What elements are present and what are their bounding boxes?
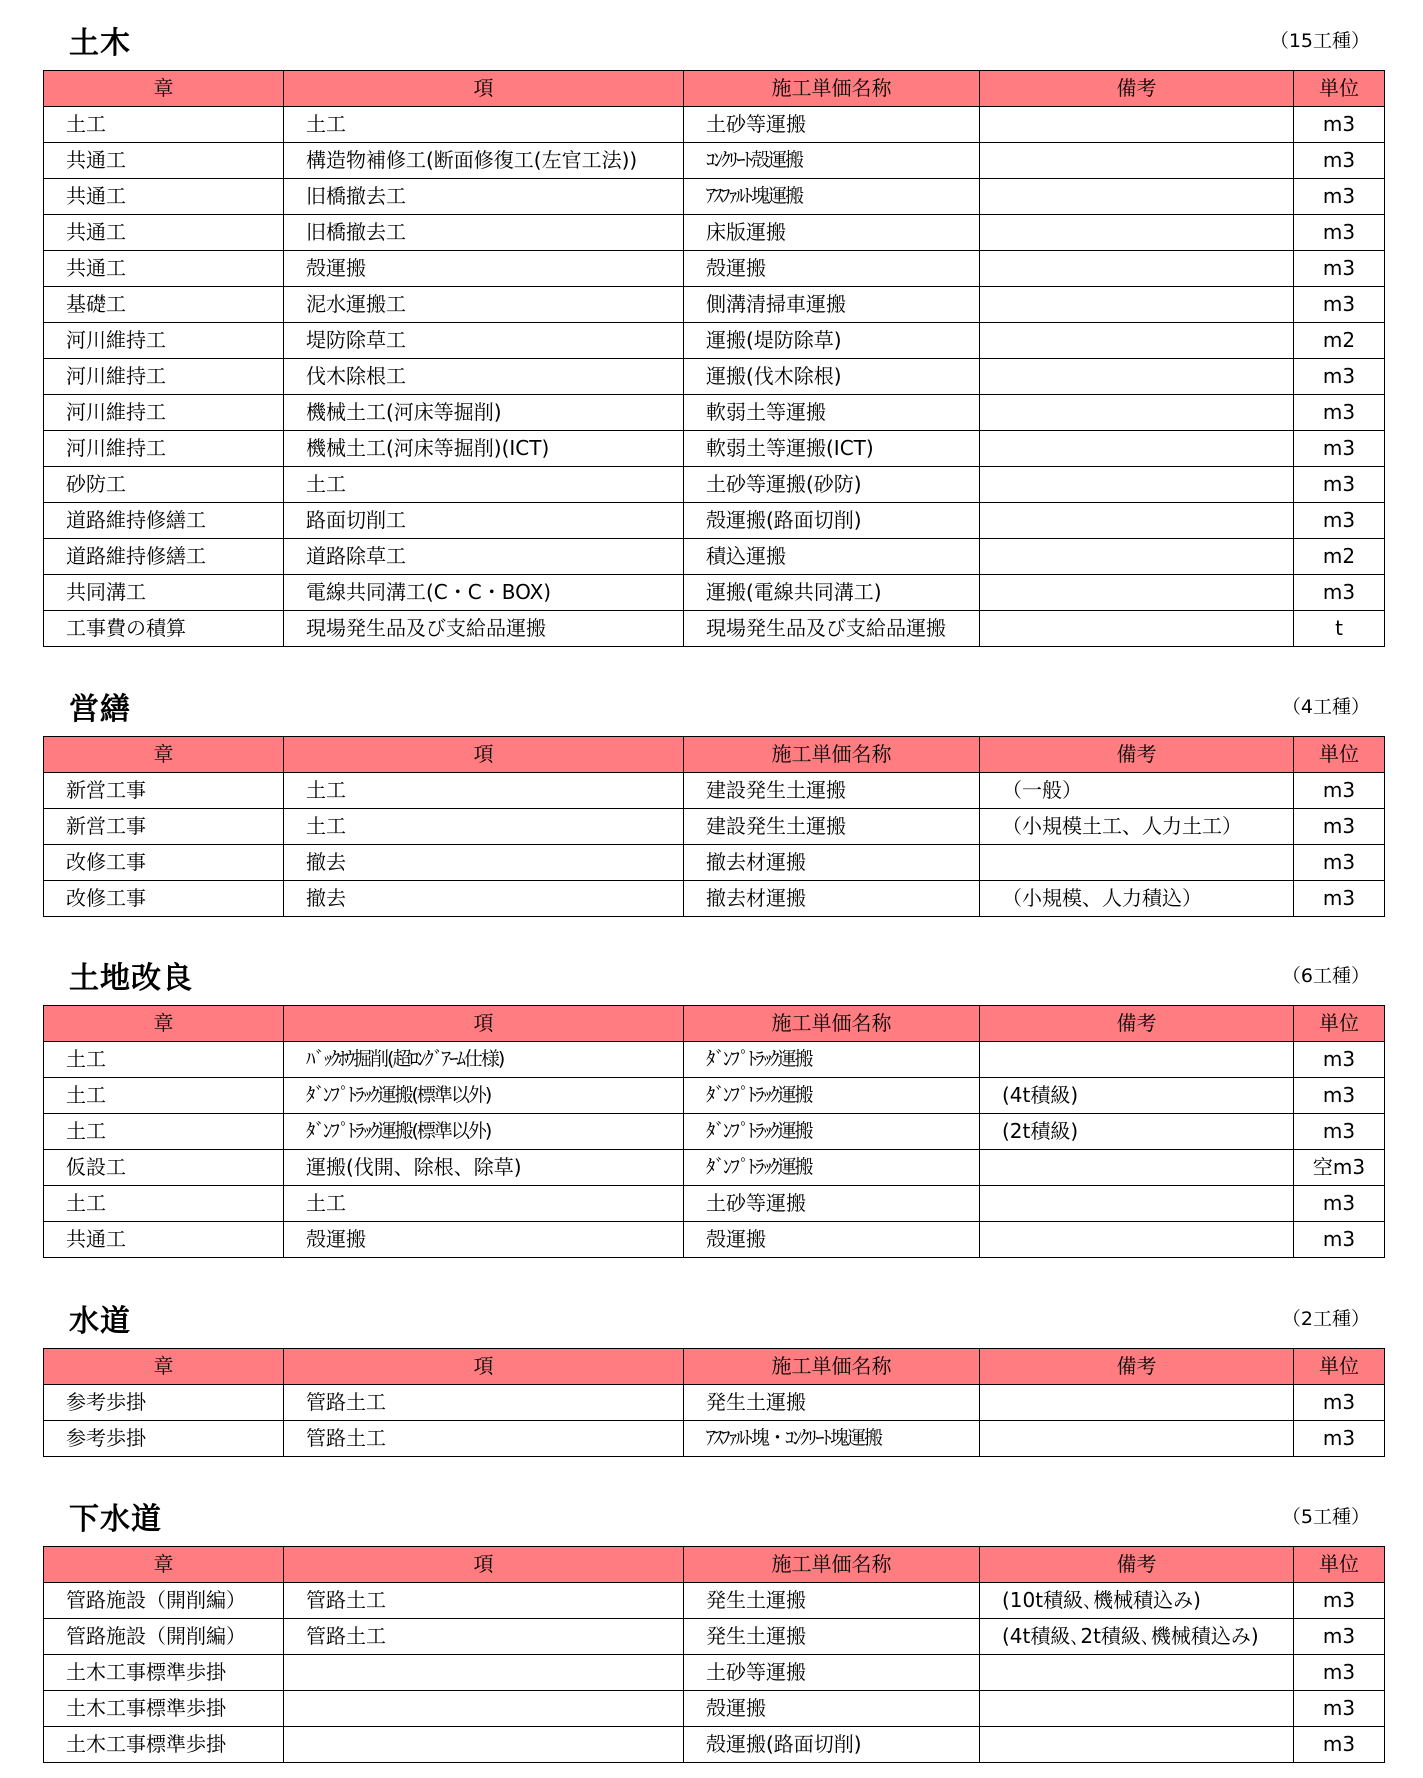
cell-unit-price-name: 土砂等運搬 — [684, 107, 980, 143]
cell-unit-price-name: ﾀﾞﾝﾌﾟﾄﾗｯｸ運搬 — [684, 1114, 980, 1150]
cell-remarks — [980, 431, 1294, 467]
cell-remarks: （一般） — [980, 773, 1294, 809]
cell-item: 土工 — [284, 107, 684, 143]
cell-item: 堤防除草工 — [284, 323, 684, 359]
table-row — [44, 809, 1385, 845]
section-work-type-count: （15工種） — [1269, 30, 1370, 52]
section-title: 土地改良 — [69, 961, 193, 996]
section-header — [43, 1476, 1384, 1546]
cell-item: 管路土工 — [284, 1421, 684, 1457]
column-header-unit-price-name: 施工単価名称 — [684, 737, 980, 773]
cell-chapter: 共通工 — [44, 251, 284, 287]
section-header — [43, 935, 1384, 1005]
cell-chapter: 参考歩掛 — [44, 1385, 284, 1421]
cell-unit: m3 — [1294, 251, 1385, 287]
table-row — [44, 1042, 1385, 1078]
cell-item: 旧橋撤去工 — [284, 215, 684, 251]
cell-unit-price-name: 発生土運搬 — [684, 1619, 980, 1655]
cell-unit-price-name: 発生土運搬 — [684, 1385, 980, 1421]
cell-chapter: 参考歩掛 — [44, 1421, 284, 1457]
section-2 — [43, 935, 1384, 1258]
cell-unit-price-name: 軟弱土等運搬 — [684, 395, 980, 431]
cell-unit: m3 — [1294, 881, 1385, 917]
cell-unit-price-name: 建設発生土運搬 — [684, 809, 980, 845]
cell-unit: m3 — [1294, 431, 1385, 467]
cell-remarks — [980, 575, 1294, 611]
cell-chapter: 土工 — [44, 1042, 284, 1078]
section-table — [43, 70, 1385, 647]
table-row — [44, 503, 1385, 539]
cell-remarks: （小規模、人力積込） — [980, 881, 1294, 917]
table-row — [44, 1619, 1385, 1655]
cell-item: 撤去 — [284, 845, 684, 881]
table-row — [44, 179, 1385, 215]
cell-unit-price-name: 殻運搬 — [684, 251, 980, 287]
cell-unit: m3 — [1294, 1727, 1385, 1763]
cell-unit: m3 — [1294, 1042, 1385, 1078]
cell-unit-price-name: ｱｽﾌｧﾙﾄ塊運搬 — [684, 179, 980, 215]
cell-chapter: 河川維持工 — [44, 395, 284, 431]
cell-chapter: 土木工事標準歩掛 — [44, 1655, 284, 1691]
cell-remarks — [980, 287, 1294, 323]
section-title: 下水道 — [69, 1502, 162, 1537]
table-row — [44, 1421, 1385, 1457]
table-row — [44, 359, 1385, 395]
cell-unit: m3 — [1294, 1186, 1385, 1222]
table-row — [44, 323, 1385, 359]
cell-unit-price-name: ﾀﾞﾝﾌﾟﾄﾗｯｸ運搬 — [684, 1150, 980, 1186]
table-header-row — [44, 1349, 1385, 1385]
cell-remarks — [980, 215, 1294, 251]
cell-item: 撤去 — [284, 881, 684, 917]
table-row — [44, 845, 1385, 881]
table-row — [44, 287, 1385, 323]
section-title: 土木 — [69, 26, 131, 61]
column-header-item: 項 — [284, 1547, 684, 1583]
cell-remarks — [980, 323, 1294, 359]
cell-unit-price-name: 撤去材運搬 — [684, 845, 980, 881]
cell-remarks — [980, 539, 1294, 575]
cell-remarks — [980, 1150, 1294, 1186]
section-work-type-count: （2工種） — [1281, 1308, 1370, 1330]
cell-item: 管路土工 — [284, 1619, 684, 1655]
section-work-type-count: （6工種） — [1281, 965, 1370, 987]
cell-item: ﾀﾞﾝﾌﾟﾄﾗｯｸ運搬(標準以外) — [284, 1078, 684, 1114]
cell-unit-price-name: 土砂等運搬 — [684, 1186, 980, 1222]
cell-unit: m3 — [1294, 575, 1385, 611]
section-work-type-count: （5工種） — [1281, 1506, 1370, 1528]
cell-unit-price-name: 撤去材運搬 — [684, 881, 980, 917]
cell-unit: m3 — [1294, 215, 1385, 251]
cell-item: 管路土工 — [284, 1583, 684, 1619]
cell-remarks: (4t積級) — [980, 1078, 1294, 1114]
cell-remarks — [980, 611, 1294, 647]
cell-unit: m3 — [1294, 395, 1385, 431]
table-row — [44, 575, 1385, 611]
table-row — [44, 251, 1385, 287]
cell-unit: t — [1294, 611, 1385, 647]
cell-item: 伐木除根工 — [284, 359, 684, 395]
cell-item: 泥水運搬工 — [284, 287, 684, 323]
cell-chapter: 改修工事 — [44, 845, 284, 881]
cell-unit: m3 — [1294, 809, 1385, 845]
cell-item — [284, 1691, 684, 1727]
cell-chapter: 砂防工 — [44, 467, 284, 503]
cell-item: 殻運搬 — [284, 1222, 684, 1258]
cell-unit: m3 — [1294, 1421, 1385, 1457]
cell-unit: m3 — [1294, 179, 1385, 215]
cell-unit-price-name: ﾀﾞﾝﾌﾟﾄﾗｯｸ運搬 — [684, 1078, 980, 1114]
cell-item: 電線共同溝工(C・C・BOX) — [284, 575, 684, 611]
cell-chapter: 改修工事 — [44, 881, 284, 917]
column-header-unit: 単位 — [1294, 1006, 1385, 1042]
column-header-remarks: 備考 — [980, 71, 1294, 107]
cell-remarks — [980, 467, 1294, 503]
cell-item: 道路除草工 — [284, 539, 684, 575]
table-row — [44, 1186, 1385, 1222]
cell-chapter: 土工 — [44, 1114, 284, 1150]
cell-item: 土工 — [284, 467, 684, 503]
section-table — [43, 736, 1385, 917]
column-header-unit: 単位 — [1294, 71, 1385, 107]
section-header — [43, 666, 1384, 736]
table-row — [44, 539, 1385, 575]
table-row — [44, 143, 1385, 179]
cell-unit-price-name: 床版運搬 — [684, 215, 980, 251]
table-row — [44, 215, 1385, 251]
cell-unit: m3 — [1294, 503, 1385, 539]
cell-unit-price-name: ｱｽﾌｧﾙﾄ塊・ｺﾝｸﾘｰﾄ塊運搬 — [684, 1421, 980, 1457]
column-header-chapter: 章 — [44, 1349, 284, 1385]
cell-item: 運搬(伐開、除根、除草) — [284, 1150, 684, 1186]
cell-chapter: 新営工事 — [44, 809, 284, 845]
cell-chapter: 道路維持修繕工 — [44, 539, 284, 575]
cell-chapter: 基礎工 — [44, 287, 284, 323]
table-row — [44, 107, 1385, 143]
cell-remarks — [980, 1691, 1294, 1727]
table-row — [44, 467, 1385, 503]
cell-item: 現場発生品及び支給品運搬 — [284, 611, 684, 647]
cell-unit-price-name: 土砂等運搬 — [684, 1655, 980, 1691]
cell-unit-price-name: 殻運搬 — [684, 1691, 980, 1727]
column-header-item: 項 — [284, 1006, 684, 1042]
cell-chapter: 河川維持工 — [44, 431, 284, 467]
cell-item: 構造物補修工(断面修復工(左官工法)) — [284, 143, 684, 179]
table-header-row — [44, 1006, 1385, 1042]
section-work-type-count: （4工種） — [1281, 696, 1370, 718]
table-row — [44, 395, 1385, 431]
table-row — [44, 1691, 1385, 1727]
section-title: 営繕 — [69, 692, 131, 727]
cell-remarks — [980, 395, 1294, 431]
cell-unit: 空m3 — [1294, 1150, 1385, 1186]
section-table — [43, 1546, 1385, 1763]
column-header-unit-price-name: 施工単価名称 — [684, 1547, 980, 1583]
cell-item: 殻運搬 — [284, 251, 684, 287]
cell-unit: m3 — [1294, 1114, 1385, 1150]
column-header-remarks: 備考 — [980, 737, 1294, 773]
cell-unit: m3 — [1294, 1222, 1385, 1258]
cell-chapter: 新営工事 — [44, 773, 284, 809]
cell-remarks: (2t積級) — [980, 1114, 1294, 1150]
cell-remarks: （小規模土工、人力土工） — [980, 809, 1294, 845]
cell-remarks — [980, 107, 1294, 143]
cell-chapter: 河川維持工 — [44, 323, 284, 359]
cell-unit: m3 — [1294, 287, 1385, 323]
cell-unit: m3 — [1294, 1691, 1385, 1727]
cell-unit: m3 — [1294, 845, 1385, 881]
cell-chapter: 道路維持修繕工 — [44, 503, 284, 539]
section-table — [43, 1348, 1385, 1457]
section-header — [43, 1278, 1384, 1348]
cell-remarks — [980, 359, 1294, 395]
cell-chapter: 土工 — [44, 107, 284, 143]
table-row — [44, 1114, 1385, 1150]
cell-unit-price-name: 殻運搬(路面切削) — [684, 503, 980, 539]
cell-chapter: 管路施設（開削編） — [44, 1583, 284, 1619]
cell-remarks: (10t積級､機械積込み) — [980, 1583, 1294, 1619]
cell-remarks — [980, 503, 1294, 539]
cell-chapter: 仮設工 — [44, 1150, 284, 1186]
cell-unit: m3 — [1294, 359, 1385, 395]
column-header-item: 項 — [284, 71, 684, 107]
table-row — [44, 1078, 1385, 1114]
section-4 — [43, 1476, 1384, 1763]
cell-item: 路面切削工 — [284, 503, 684, 539]
cell-chapter: 河川維持工 — [44, 359, 284, 395]
cell-unit-price-name: 土砂等運搬(砂防) — [684, 467, 980, 503]
cell-unit-price-name: 軟弱土等運搬(ICT) — [684, 431, 980, 467]
cell-remarks — [980, 143, 1294, 179]
cell-unit: m3 — [1294, 773, 1385, 809]
cell-unit-price-name: ﾀﾞﾝﾌﾟﾄﾗｯｸ運搬 — [684, 1042, 980, 1078]
table-header-row — [44, 1547, 1385, 1583]
table-row — [44, 431, 1385, 467]
column-header-unit-price-name: 施工単価名称 — [684, 71, 980, 107]
cell-remarks — [980, 1655, 1294, 1691]
cell-unit-price-name: 運搬(電線共同溝工) — [684, 575, 980, 611]
cell-chapter: 土工 — [44, 1078, 284, 1114]
table-row — [44, 1655, 1385, 1691]
cell-unit: m3 — [1294, 467, 1385, 503]
cell-unit: m2 — [1294, 539, 1385, 575]
cell-remarks — [980, 1421, 1294, 1457]
table-row — [44, 773, 1385, 809]
table-row — [44, 1727, 1385, 1763]
cell-item: 土工 — [284, 1186, 684, 1222]
cell-chapter: 共通工 — [44, 215, 284, 251]
cell-unit: m3 — [1294, 1655, 1385, 1691]
cell-item: 管路土工 — [284, 1385, 684, 1421]
cell-unit: m3 — [1294, 1619, 1385, 1655]
section-0 — [43, 0, 1384, 647]
cell-unit: m3 — [1294, 1385, 1385, 1421]
cell-unit: m3 — [1294, 143, 1385, 179]
cell-unit-price-name: 積込運搬 — [684, 539, 980, 575]
column-header-remarks: 備考 — [980, 1547, 1294, 1583]
cell-unit: m2 — [1294, 323, 1385, 359]
column-header-remarks: 備考 — [980, 1006, 1294, 1042]
section-header — [43, 0, 1384, 70]
column-header-chapter: 章 — [44, 71, 284, 107]
cell-chapter: 土木工事標準歩掛 — [44, 1691, 284, 1727]
cell-item: ﾀﾞﾝﾌﾟﾄﾗｯｸ運搬(標準以外) — [284, 1114, 684, 1150]
cell-chapter: 工事費の積算 — [44, 611, 284, 647]
cell-chapter: 共通工 — [44, 1222, 284, 1258]
cell-remarks — [980, 179, 1294, 215]
cell-chapter: 土工 — [44, 1186, 284, 1222]
cell-unit-price-name: ｺﾝｸﾘｰﾄ殻運搬 — [684, 143, 980, 179]
cell-chapter: 共通工 — [44, 143, 284, 179]
column-header-item: 項 — [284, 1349, 684, 1385]
cell-chapter: 管路施設（開削編） — [44, 1619, 284, 1655]
cell-chapter: 共通工 — [44, 179, 284, 215]
column-header-chapter: 章 — [44, 1547, 284, 1583]
column-header-chapter: 章 — [44, 1006, 284, 1042]
table-header-row — [44, 737, 1385, 773]
cell-unit-price-name: 発生土運搬 — [684, 1583, 980, 1619]
cell-unit: m3 — [1294, 1078, 1385, 1114]
table-row — [44, 611, 1385, 647]
cell-unit: m3 — [1294, 1583, 1385, 1619]
cell-unit-price-name: 建設発生土運搬 — [684, 773, 980, 809]
cell-remarks — [980, 1186, 1294, 1222]
cell-item: 旧橋撤去工 — [284, 179, 684, 215]
table-row — [44, 1583, 1385, 1619]
table-row — [44, 1150, 1385, 1186]
section-title: 水道 — [69, 1304, 131, 1339]
cell-unit-price-name: 運搬(伐木除根) — [684, 359, 980, 395]
cell-remarks: (4t積級､2t積級､機械積込み) — [980, 1619, 1294, 1655]
cell-unit-price-name: 側溝清掃車運搬 — [684, 287, 980, 323]
cell-remarks — [980, 1042, 1294, 1078]
column-header-unit-price-name: 施工単価名称 — [684, 1006, 980, 1042]
column-header-unit: 単位 — [1294, 1349, 1385, 1385]
cell-chapter: 共同溝工 — [44, 575, 284, 611]
column-header-remarks: 備考 — [980, 1349, 1294, 1385]
section-3 — [43, 1278, 1384, 1457]
cell-item: 機械土工(河床等掘削)(ICT) — [284, 431, 684, 467]
cell-remarks — [980, 251, 1294, 287]
cell-unit-price-name: 殻運搬 — [684, 1222, 980, 1258]
cell-item: 土工 — [284, 773, 684, 809]
cell-remarks — [980, 1385, 1294, 1421]
column-header-chapter: 章 — [44, 737, 284, 773]
cell-item: 土工 — [284, 809, 684, 845]
cell-remarks — [980, 845, 1294, 881]
section-table — [43, 1005, 1385, 1258]
column-header-item: 項 — [284, 737, 684, 773]
cell-unit-price-name: 運搬(堤防除草) — [684, 323, 980, 359]
cell-unit: m3 — [1294, 107, 1385, 143]
column-header-unit-price-name: 施工単価名称 — [684, 1349, 980, 1385]
cell-unit-price-name: 現場発生品及び支給品運搬 — [684, 611, 980, 647]
cell-item: 機械土工(河床等掘削) — [284, 395, 684, 431]
cell-unit-price-name: 殻運搬(路面切削) — [684, 1727, 980, 1763]
table-row — [44, 1385, 1385, 1421]
cell-item — [284, 1727, 684, 1763]
cell-remarks — [980, 1727, 1294, 1763]
column-header-unit: 単位 — [1294, 1547, 1385, 1583]
table-row — [44, 881, 1385, 917]
table-header-row — [44, 71, 1385, 107]
table-row — [44, 1222, 1385, 1258]
cell-item — [284, 1655, 684, 1691]
cell-item: ﾊﾞｯｸﾎｳ掘削(超ﾛﾝｸﾞｱｰﾑ仕様) — [284, 1042, 684, 1078]
cell-chapter: 土木工事標準歩掛 — [44, 1727, 284, 1763]
column-header-unit: 単位 — [1294, 737, 1385, 773]
cell-remarks — [980, 1222, 1294, 1258]
section-1 — [43, 666, 1384, 917]
